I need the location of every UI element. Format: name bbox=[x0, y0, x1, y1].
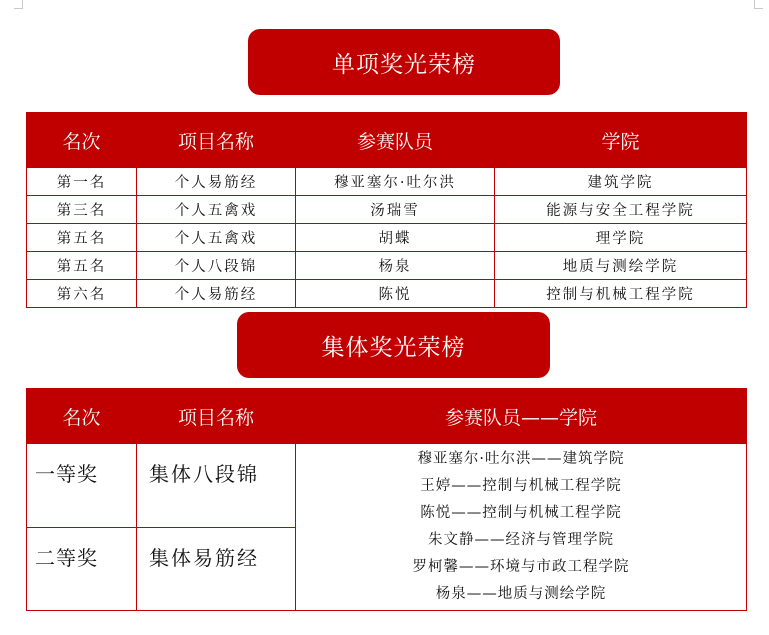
cell-member-list bbox=[296, 444, 747, 611]
member-line: 罗柯馨——环境与市政工程学院 bbox=[412, 559, 630, 575]
group-award-table bbox=[26, 388, 747, 611]
header-college: 学院 bbox=[495, 113, 747, 168]
table-row bbox=[27, 168, 747, 196]
member-line: 王婷——控制与机械工程学院 bbox=[420, 478, 622, 494]
cell-project: 个人易筋经 bbox=[137, 168, 296, 196]
header-member-college: 参赛队员——学院 bbox=[296, 389, 747, 444]
table-row bbox=[27, 196, 747, 224]
table-row bbox=[27, 280, 747, 308]
cell-project: 个人五禽戏 bbox=[137, 196, 296, 224]
cell-college: 建筑学院 bbox=[495, 168, 747, 196]
cell-project: 集体八段锦 bbox=[137, 444, 296, 528]
header-rank: 名次 bbox=[27, 113, 137, 168]
member-line: 穆亚塞尔·吐尔洪——建筑学院 bbox=[417, 451, 625, 467]
table-header-row bbox=[27, 113, 747, 168]
page-corner-mark-right bbox=[754, 0, 763, 9]
group-award-banner bbox=[237, 312, 550, 378]
header-member: 参赛队员 bbox=[296, 113, 495, 168]
cell-project: 个人易筋经 bbox=[137, 280, 296, 308]
single-award-banner bbox=[248, 29, 560, 95]
page-corner-mark-left bbox=[14, 0, 23, 9]
table-row bbox=[27, 224, 747, 252]
cell-award: 一等奖 bbox=[27, 444, 137, 528]
header-project: 项目名称 bbox=[137, 113, 296, 168]
cell-member: 穆亚塞尔·吐尔洪 bbox=[296, 168, 495, 196]
table-header-row bbox=[27, 389, 747, 444]
cell-rank: 第六名 bbox=[27, 280, 137, 308]
cell-project: 集体易筋经 bbox=[137, 527, 296, 611]
header-rank: 名次 bbox=[27, 389, 137, 444]
cell-member: 杨泉 bbox=[296, 252, 495, 280]
group-award-title: 集体奖光荣榜 bbox=[321, 334, 466, 361]
cell-college: 能源与安全工程学院 bbox=[495, 196, 747, 224]
cell-project: 个人八段锦 bbox=[137, 252, 296, 280]
cell-rank: 第三名 bbox=[27, 196, 137, 224]
single-award-title: 单项奖光荣榜 bbox=[332, 51, 476, 78]
member-line: 杨泉——地质与测绘学院 bbox=[435, 586, 607, 602]
cell-college: 理学院 bbox=[495, 224, 747, 252]
cell-award: 二等奖 bbox=[27, 527, 137, 611]
member-line: 陈悦——控制与机械工程学院 bbox=[420, 505, 622, 521]
single-award-table bbox=[26, 112, 747, 308]
cell-member: 汤瑞雪 bbox=[296, 196, 495, 224]
cell-college: 控制与机械工程学院 bbox=[495, 280, 747, 308]
member-line: 朱文静——经济与管理学院 bbox=[428, 532, 614, 548]
cell-college: 地质与测绘学院 bbox=[495, 252, 747, 280]
table-row bbox=[27, 252, 747, 280]
table-row bbox=[27, 444, 747, 528]
cell-rank: 第一名 bbox=[27, 168, 137, 196]
cell-rank: 第五名 bbox=[27, 224, 137, 252]
cell-project: 个人五禽戏 bbox=[137, 224, 296, 252]
cell-member: 陈悦 bbox=[296, 280, 495, 308]
cell-rank: 第五名 bbox=[27, 252, 137, 280]
header-project: 项目名称 bbox=[137, 389, 296, 444]
cell-member: 胡蝶 bbox=[296, 224, 495, 252]
